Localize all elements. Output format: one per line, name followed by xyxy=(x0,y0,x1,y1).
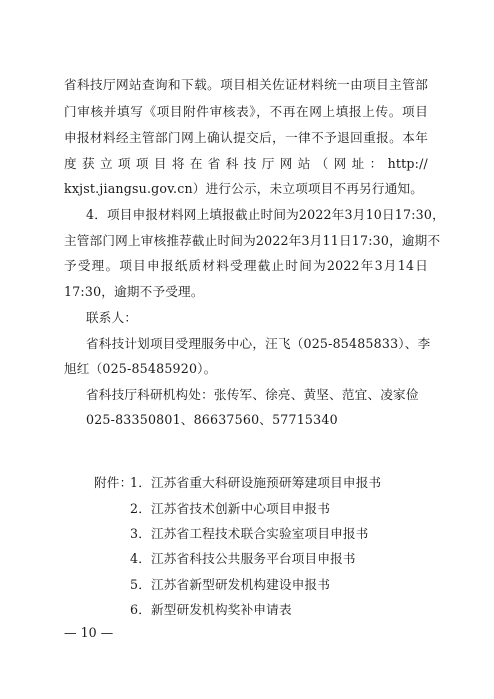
body-line-3: 申报材料经主管部门网上确认提交后，一律不予退回重报。本年 xyxy=(64,130,428,145)
body-line-6: 4．项目申报材料网上填报截止时间为2022年3月10日17:30， xyxy=(86,207,445,222)
page-number: — 10 — xyxy=(64,625,114,640)
body-line-8: 予受理。项目申报纸质材料受理截止时间为2022年3月14日 xyxy=(64,258,428,273)
contact-heading: 联系人： xyxy=(86,310,138,325)
body-line-7: 主管部门网上审核推荐截止时间为2022年3月11日17:30，逾期不 xyxy=(64,233,441,248)
attachment-item-3: 3．江苏省工程技术联合实验室项目申报书 xyxy=(130,526,369,541)
attachment-item-6: 6．新型研发机构奖补申请表 xyxy=(130,602,292,617)
attachment-item-5: 5．江苏省新型研发机构建设申报书 xyxy=(130,577,331,592)
body-line-2: 门审核并填写《项目附件审核表》，不再在网上填报上传。项目 xyxy=(64,104,428,119)
body-line-1: 省科技厅网站查询和下载。项目相关佐证材料统一由项目主管部 xyxy=(64,77,428,92)
contact-line-2: 旭红（025-85485920）。 xyxy=(64,361,217,376)
contact-phones: 025-83350801、86637560、57715340 xyxy=(86,412,338,427)
attachment-item-2: 2．江苏省技术创新中心项目申报书 xyxy=(130,501,331,516)
contact-line-3: 省科技厅科研机构处：张传军、徐亮、黄坚、范宜、凌家俭 xyxy=(86,387,419,402)
attachments-label: 附件： xyxy=(94,475,133,490)
attachment-item-1: 1．江苏省重大科研设施预研筹建项目申报书 xyxy=(130,475,382,490)
attachment-item-4: 4．江苏省科技公共服务平台项目申报书 xyxy=(130,551,356,566)
body-line-9: 17:30，逾期不予受理。 xyxy=(64,284,204,299)
body-line-4: 度获立项项目将在省科技厅网站（网址：http:// xyxy=(64,156,428,171)
contact-line-1: 省科技计划项目受理服务中心，汪飞（025-85485833）、李 xyxy=(86,336,431,351)
body-line-5: kxjst.jiangsu.gov.cn）进行公示，未立项项目不再另行通知。 xyxy=(64,181,424,196)
